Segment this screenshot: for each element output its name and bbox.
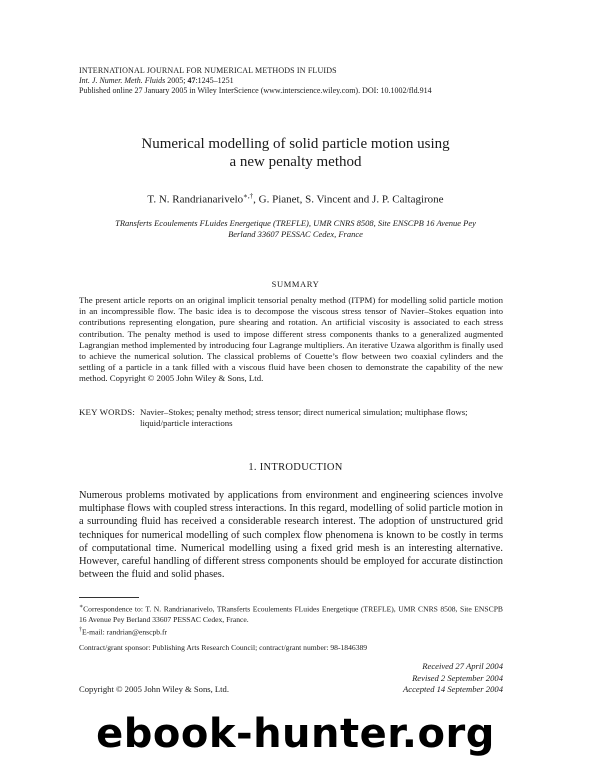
- affiliation-line-2: Berland 33607 PESSAC Cedex, France: [228, 229, 363, 239]
- watermark-banner: [0, 700, 591, 768]
- summary-text: The present article reports on an original implicit tensorial penalty method (ITPM) for modelling solid particle motion in an incompressible flow. The basic idea is to decompose the viscous stress tensor of Navier–Stokes equation into contributions representing elongation, pure shearing and rotation. An artificial viscosity is associated to each stress contribution. The penalty method is used to impose different stress components thanks to a generalized augmented Lagrangian method implemented by introducing four Lagrange multipliers. An iterative Uzawa algorithm is finally used to achieve the numerical solution. The classical problems of Couette’s flow between two coaxial cylinders and the settling of a particle in a tank filled with a viscous fluid have been chosen to demonstrate the capability of the new method. Copyright © 2005 John Wiley & Sons, Ltd.: [79, 295, 503, 384]
- keywords-label: KEY WORDS:: [79, 407, 136, 417]
- watermark-text: ebook-hunter.org: [96, 711, 495, 757]
- affiliation-line-1: TRansferts Ecoulements FLuides Energetique (TREFLE), UMR CNRS 8508, Site ENSCPB 16 Avenue Pey: [115, 218, 476, 228]
- article-title: [60, 135, 531, 171]
- journal-citation: [79, 76, 519, 86]
- author-list: [60, 192, 531, 206]
- publication-info: Published online 27 January 2005 in Wiley InterScience (www.interscience.wiley.com). DOI: 10.1002/fld.914: [79, 86, 432, 95]
- email-footnote: [79, 625, 503, 638]
- contract-note: Contract/grant sponsor: Publishing Arts Research Council; contract/grant number: 98-1846389: [79, 643, 368, 652]
- footnote-rule: [79, 597, 139, 598]
- citation-abbrev: Int. J. Numer. Meth. Fluids: [79, 76, 166, 85]
- first-author: T. N. Randrianarivelo: [147, 193, 244, 206]
- other-authors: , G. Pianet, S. Vincent and J. P. Caltagirone: [253, 193, 444, 206]
- copyright-notice: Copyright © 2005 John Wiley & Sons, Ltd.: [79, 684, 229, 694]
- email-text: E-mail: randrian@enscpb.fr: [82, 627, 168, 637]
- first-author-marks: ∗,†: [243, 192, 254, 200]
- email-mark: †: [79, 626, 82, 633]
- journal-header: [79, 66, 519, 96]
- keywords-text: Navier–Stokes; penalty method; stress tensor; direct numerical simulation; multiphase flows; liquid/particle interactions: [140, 407, 468, 428]
- citation-year: 2005;: [167, 76, 186, 85]
- correspondence-footnote: [79, 602, 503, 625]
- article-history: [303, 661, 503, 696]
- received-date: Received 27 April 2004: [422, 661, 503, 671]
- introduction-text: Numerous problems motivated by applications from environment and engineering sciences involve multiphase flows with coupled stress interactions. In this regard, modelling of solid particle motion in a surrounding fluid has received a considerable research interest. The adoption of unstructured grid techniques for numerical modelling of such complex flow phenomena is known to be costly in terms of computational time. Numerical modelling using a fixed grid mesh is an interesting alternative. However, careful handling of different stress components should be employed for accurate distinction between the fluid and solid phases.: [79, 490, 503, 581]
- citation-pages: :1245–1251: [195, 76, 234, 85]
- title-line-1: Numerical modelling of solid particle motion using: [141, 136, 450, 152]
- title-line-2: a new penalty method: [229, 154, 362, 170]
- affiliation: [70, 218, 521, 240]
- footnotes: [79, 602, 503, 637]
- accepted-date: Accepted 14 September 2004: [403, 684, 503, 694]
- correspondence-text: Correspondence to: T. N. Randrianarivelo, TRansferts Ecoulements FLuides Energetique (TREFLE), UMR CNRS 8508, Site ENSCPB 16 Avenue Pey Berland 33607 PESSAC Cedex, France.: [79, 604, 503, 624]
- journal-name: INTERNATIONAL JOURNAL FOR NUMERICAL METHODS IN FLUIDS: [79, 66, 337, 75]
- citation-volume: 47: [187, 76, 196, 85]
- summary-heading: SUMMARY: [271, 279, 320, 289]
- introduction-heading: 1. INTRODUCTION: [248, 462, 343, 473]
- correspondence-mark: ∗: [79, 604, 84, 610]
- keywords: [79, 407, 503, 429]
- revised-date: Revised 2 September 2004: [412, 672, 503, 683]
